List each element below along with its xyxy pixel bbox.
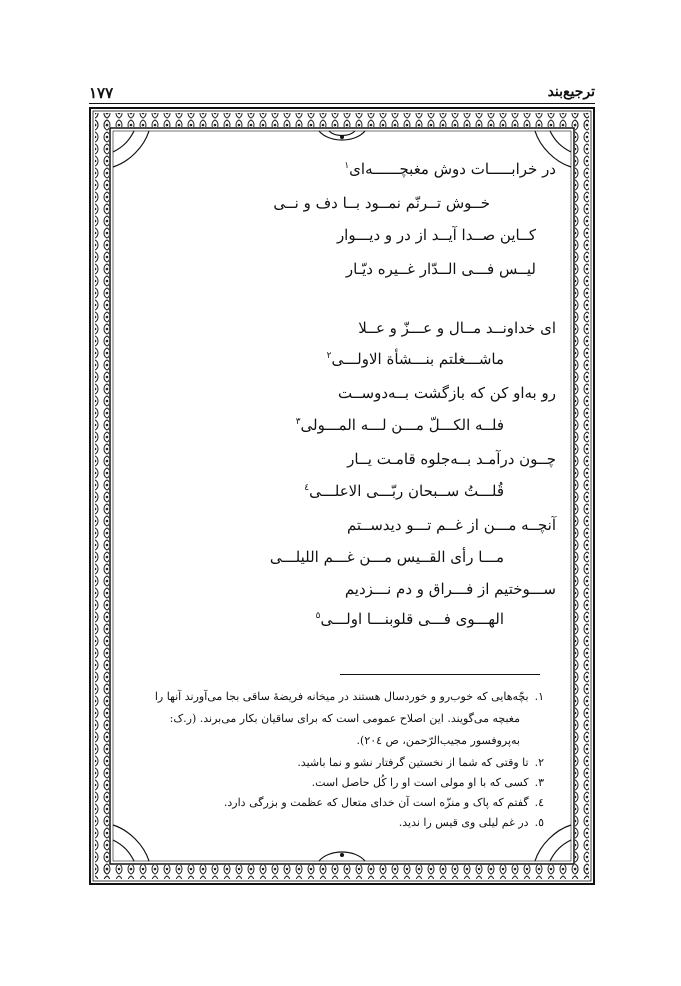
- verse-line: ســـوختیم از فـــراق و دم نـــزدیم: [344, 580, 556, 598]
- header-rule: [89, 103, 595, 104]
- footnote-item: ٢.تا وقتی که شما از نخستین گرفتار نشو و نما باشید.: [297, 756, 544, 769]
- verse-line: رو به‌او کن که بازگشت بــه‌دوســت: [338, 384, 556, 402]
- verse-line: ماشـــغلتم بنـــشأة الاولـــی$^٢$: [326, 350, 504, 368]
- footnote-item: ٤.گفتم که پاک و منزّه است آن خدای متعال که عظمت و بزرگی دارد.: [223, 796, 544, 809]
- footnote-item: ٥.در غم لیلی وی قیس را ندید.: [398, 816, 544, 829]
- verse-line: لیــس فـــی الــدّار غــیره دیّـار: [345, 260, 536, 278]
- verse-line: خــوش تــرنّم نمــود بــا دف و نــی: [273, 194, 490, 212]
- footnote-item: به‌پروفسور مجیب‌الرّحمن، ص ٢٠٤).: [356, 734, 520, 747]
- section-title: ترجیع‌بند: [547, 84, 595, 100]
- verse-line: فلــه الکـــلّ مـــن لـــه المـــولی$^٣$: [295, 416, 504, 434]
- verse-line: قُلـــتُ ســبحان ربّـــی الاعلـــی$^٤$: [304, 482, 504, 500]
- verse-line: در خرابـــــات دوش مغبچــــــه‌ای$^١$: [344, 160, 556, 178]
- footnote-item: مغبچه می‌گویند. این اصلاح عمومی است که برای ساقیان بکار می‌برند. (ر.ک:: [169, 712, 520, 725]
- footnote-rule: [340, 674, 540, 675]
- verse-line: آنچــه مـــن از غــم تـــو دیدســتم: [346, 516, 556, 534]
- footnote-item: ٣.کسی که با او مولی است او را کُل حاصل است.: [311, 776, 544, 789]
- footnote-item: ١.بچّه‌هایی که خوب‌رو و خوردسال هستند در میخانه فریضهٔ ساقی بجا می‌آورند آنها را: [154, 690, 544, 703]
- verse-line: ای خداونــد مــال و عـــزّ و عــلا: [358, 319, 556, 337]
- verse-line: کــاین صــدا آیــد از در و دیـــوار: [336, 226, 536, 244]
- page-number: ١٧٧: [89, 84, 114, 102]
- verse-line: مـــا رأی القــیس مـــن غـــم اللیلـــی: [269, 548, 504, 566]
- verse-line: الهـــوی فـــی قلوبنـــا اولـــی$^٥$: [315, 610, 504, 628]
- verse-line: چــون درآمـد بــه‌جلوه قامـت یــار: [347, 450, 556, 468]
